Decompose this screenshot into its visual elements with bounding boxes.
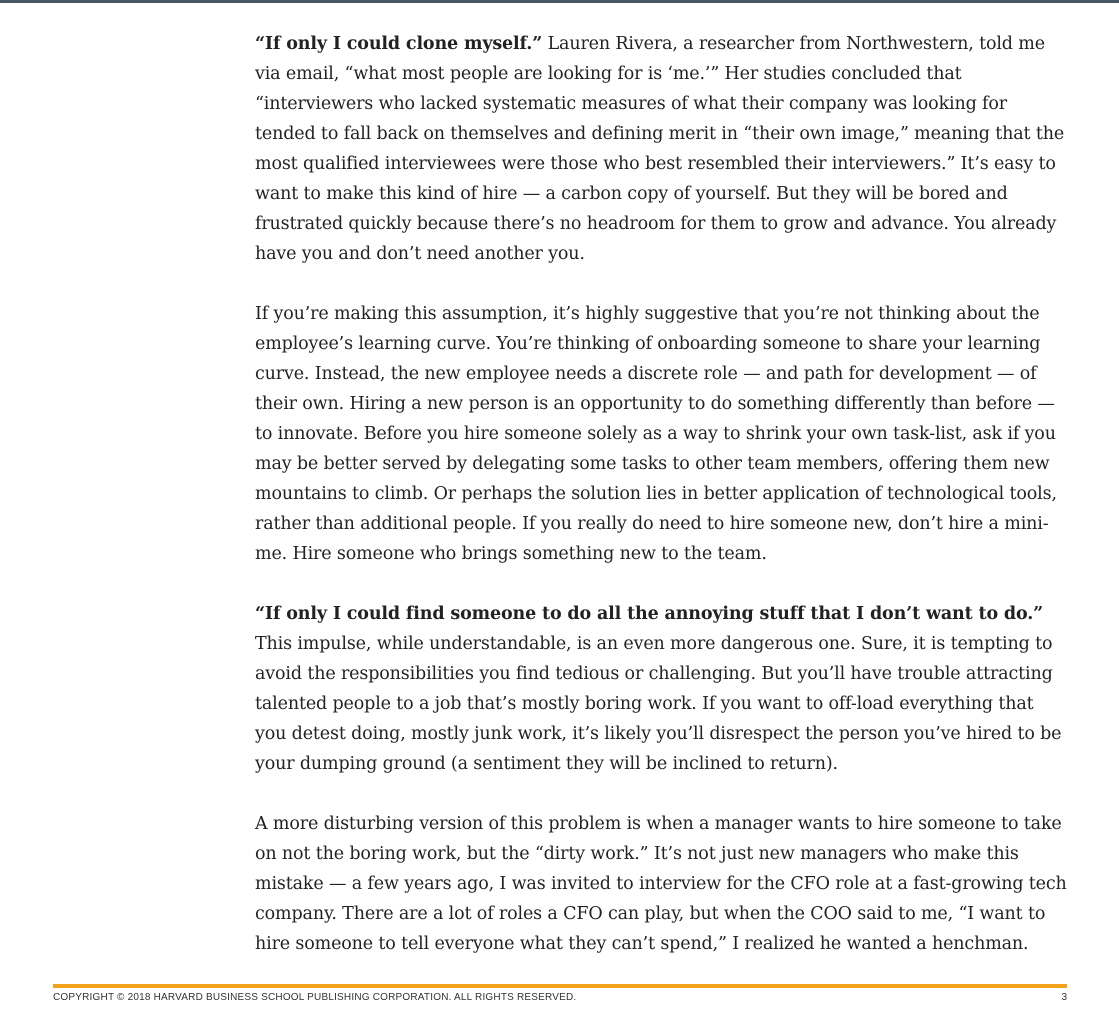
page-number: 3 — [1061, 992, 1067, 1003]
footer-copyright: COPYRIGHT © 2018 HARVARD BUSINESS SCHOOL PUBLISHING CORPORATION. ALL RIGHTS RESERVED. — [53, 992, 577, 1003]
top-rule — [0, 0, 1119, 3]
paragraph-dirty-work — [255, 809, 1067, 959]
article-body — [255, 29, 1067, 989]
footer-rule — [53, 984, 1067, 988]
paragraph-text: Lauren Rivera, a researcher from Northwestern, told me via email, “what most people are looking for is ‘me.’” Her studies concluded that “interviewers who lacked systematic measures of what their company was looking for tended to fall back on themselves and defining merit in “their own image,” meaning that the most qualified interviewees were those who best resembled their interviewers.” It’s easy to want to make this kind of hire — a carbon copy of yourself. But they will be bored and frustrated quickly because there’s no headroom for them to grow and advance. You already have you and don’t need another you. — [255, 34, 1065, 264]
paragraph-text: A more disturbing version of this problem is when a manager wants to hire someone to take on not the boring work, but the “dirty work.” It’s not just new managers who make this mistake — a few years ago, I was invited to interview for the CFO role at a fast-growing tech company. There are a lot of roles a CFO can play, but when the COO said to me, “I want to hire someone to tell everyone what they can’t spend,” I realized he wanted a henchman. — [255, 814, 1067, 954]
paragraph-text: If you’re making this assumption, it’s highly suggestive that you’re not thinking about the employee’s learning curve. You’re thinking of onboarding someone to share your learning curve. Instead, the new employee needs a discrete role — and path for development — of their own. Hiring a new person is an opportunity to do something differently than before — to innovate. Before you hire someone solely as a way to shrink your own task-list, ask if you may be better served by delegating some tasks to other team members, offering them new mountains to climb. Or perhaps the solution lies in better application of technological tools, rather than additional people. If you really do need to hire someone new, don’t hire a mini-me. Hire someone who brings something new to the team. — [255, 304, 1057, 564]
paragraph-lead: “If only I could find someone to do all the annoying stuff that I don’t want to do.” — [255, 604, 1044, 624]
paragraph-clone-myself — [255, 29, 1067, 269]
paragraph-text: This impulse, while understandable, is an even more dangerous one. Sure, it is tempting to avoid the responsibilities you find tedious or challenging. But you’ll have trouble attracting talented people to a job that’s mostly boring work. If you want to off-load everything that you detest doing, mostly junk work, it’s likely you’ll disrespect the person you’ve hired to be your dumping ground (a sentiment they will be inclined to return). — [255, 634, 1062, 774]
paragraph-annoying-stuff — [255, 599, 1067, 779]
paragraph-lead: “If only I could clone myself.” — [255, 34, 543, 54]
paragraph-learning-curve — [255, 299, 1067, 569]
